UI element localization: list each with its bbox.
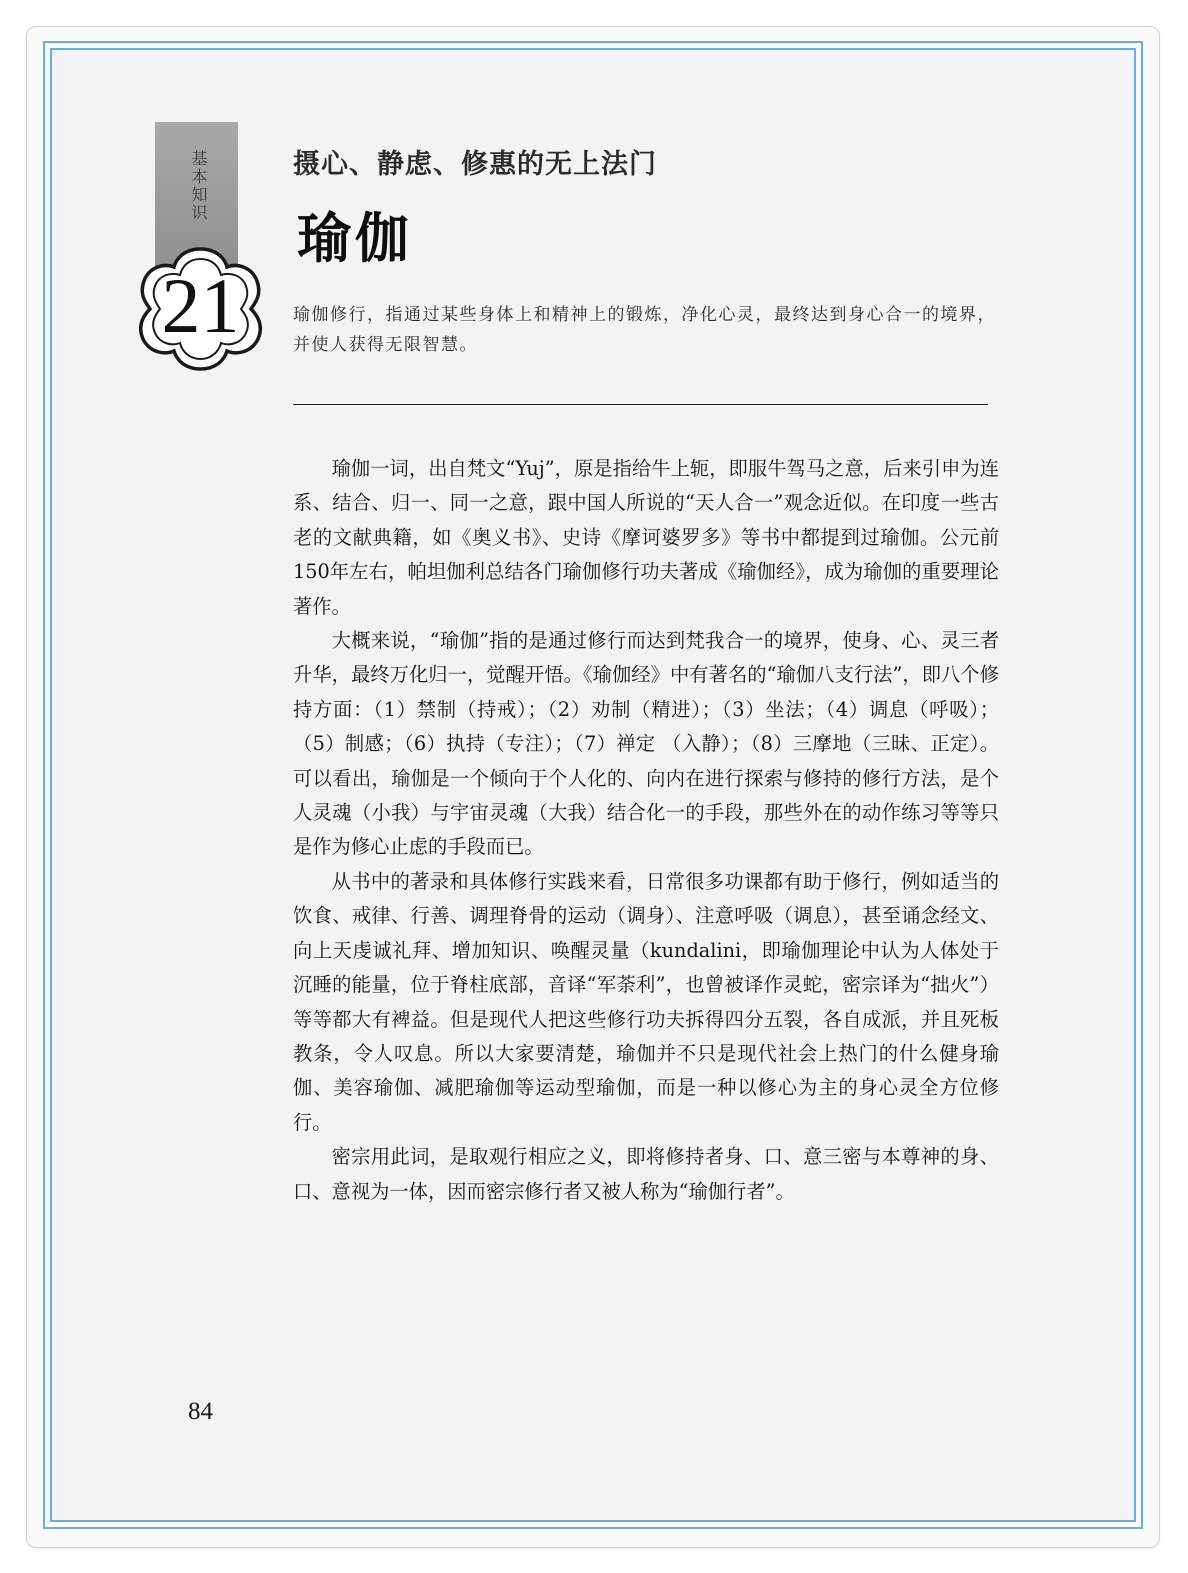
- page-number: 84: [188, 1398, 213, 1425]
- chapter-number: 21: [161, 262, 240, 349]
- body-paragraph: 瑜伽一词，出自梵文“Yuj”，原是指给牛上轭，即服牛驾马之意，后来引申为连系、结合、归一、同一之意，跟中国人所说的“天人合一”观念近似。在印度一些古老的文献典籍，如《奥义书》、史诗《摩诃婆罗多》等书中都提到过瑜伽。公元前150年左右，帕坦伽利总结各门瑜伽修行功夫著成《瑜伽经》，成为瑜伽的重要理论著作。: [293, 457, 999, 618]
- body-text: [293, 452, 999, 1209]
- body-paragraph: 从书中的著录和具体修行实践来看，日常很多功课都有助于修行，例如适当的饮食、戒律、行善、调理脊骨的运动（调身）、注意呼吸（调息），甚至诵念经文、向上天虔诚礼拜、增加知识、唤醒灵量（kundalini，即瑜伽理论中认为人体处于沉睡的能量，位于脊柱底部，音译“军荼利”，也曾被译作灵蛇，密宗译为“拙火”）等等都大有裨益。但是现代人把这些修行功夫拆得四分五裂，各自成派，并且死板教条，令人叹息。所以大家要清楚，瑜伽并不只是现代社会上热门的什么健身瑜伽、美容瑜伽、减肥瑜伽等运动型瑜伽，而是一种以修心为主的身心灵全方位修行。: [293, 869, 999, 1134]
- intro-paragraph: 瑜伽修行，指通过某些身体上和精神上的锻炼，净化心灵，最终达到身心合一的境界，并使人获得无限智慧。: [293, 305, 996, 355]
- chapter-title: 瑜伽: [297, 207, 413, 270]
- body-paragraph: 大概来说，“瑜伽”指的是通过修行而达到梵我合一的境界，使身、心、灵三者升华，最终万化归一，觉醒开悟。《瑜伽经》中有著名的“瑜伽八支行法”，即八个修持方面：（1）禁制（持戒）；（2）劝制（精进）；（3）坐法；（4）调息（呼吸）；（5）制感；（6）执持（专注）；（7）禅定 （入静）；（8）三摩地（三昧、正定）。可以看出，瑜伽是一个倾向于个人化的、向内在进行探索与修持的修行方法，是个人灵魂（小我）与宇宙灵魂（大我）结合化一的手段，那些外在的动作练习等等只是作为修心止虑的手段而已。: [293, 629, 999, 859]
- body-paragraph: 密宗用此词，是取观行相应之义，即将修持者身、口、意三密与本尊神的身、口、意视为一体，因而密宗修行者又被人称为“瑜伽行者”。: [293, 1145, 999, 1203]
- category-label: 基本知识: [189, 150, 208, 222]
- chapter-subtitle: 摄心、静虑、修惠的无上法门: [293, 149, 657, 180]
- divider-rule: [293, 404, 988, 405]
